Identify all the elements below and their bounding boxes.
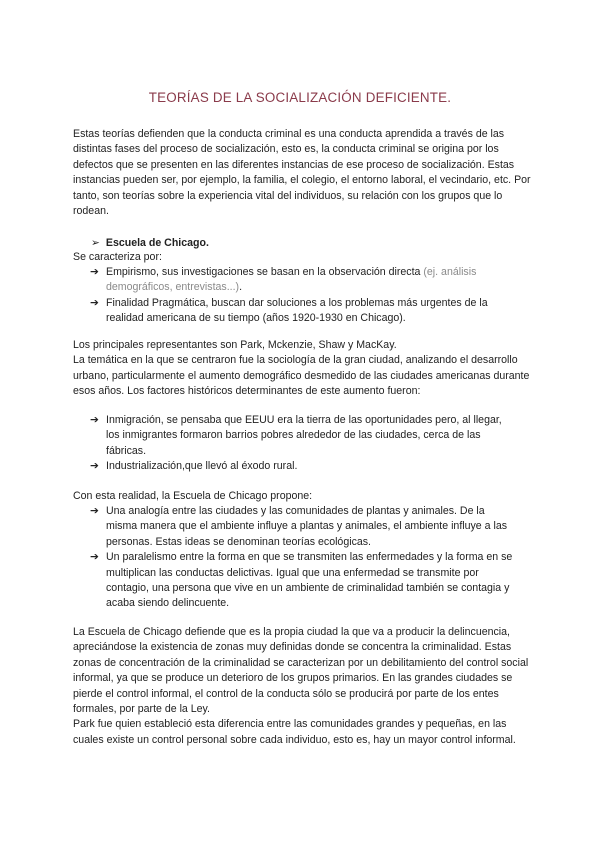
intro-paragraph: Estas teorías defienden que la conducta criminal es una conducta aprendida a través de las distintas fases del proceso de socialización, esto es, la conducta criminal se origina por los defectos que se presenten en las diferentes instancias de ese proceso de socialización. Estas instancias pueden ser, por ejemplo, la familia, el colegio, el entorno laboral, el vecindario, etc. Por tanto, son teorías sobre la experiencia vital del individuos, su relación con los grupos que lo rodean.: [73, 128, 531, 218]
arrow-icon: ➔: [90, 414, 99, 426]
arrow-icon: ➔: [90, 551, 99, 564]
topic-paragraph: La temática en la que se centraron fue la sociología de la gran ciudad, analizando el desarrollo urbano, particularmente el aumento demográfico desmedido de las ciudades americanas durante esos años. Los factores históricos determinantes de este aumento fueron:: [73, 354, 530, 398]
list-item: ➔ Industrialización,que llevó al éxodo rural.: [90, 459, 518, 474]
list-item: ➔ Finalidad Pragmática, buscan dar soluciones a los problemas más urgentes de la realidad americana de su tiempo (años 1920-1930 en Chicago).: [90, 296, 488, 325]
list-item: ➔ Empirismo, sus investigaciones se basan en la observación directa (ej. análisis demográficos, entrevistas...).: [90, 266, 477, 294]
representatives-paragraph: Los principales representantes son Park, Mckenzie, Shaw y MacKay. La temática en la que se centraron fue la sociología de la gran ciudad, analizando el desarrollo urbano, particularmente el aumento demográfico desmedido de las ciudades americanas durante esos años. Los factores históricos determinantes de este aumento fueron:: [73, 338, 538, 400]
arrow-icon: ➔: [90, 505, 99, 517]
proposes-intro: Con esta realidad, la Escuela de Chicago propone:: [73, 490, 313, 502]
park-paragraph: Park fue quien estableció esta diferencia entre las comunidades grandes y pequeñas, en las cuales existe un control personal sobre cada individuo, esto es, hay un mayor control informal.: [73, 718, 516, 746]
page-title: TEORÍAS DE LA SOCIALIZACIÓN DEFICIENTE.: [148, 90, 452, 105]
list-item: ➔ Un paralelismo entre la forma en que se transmiten las enfermedades y la forma en se multiplican las conductas delictivas. Igual que una enfermedad se transmite por contagio, una persona que vive en un ambiente de criminalidad también se contagia y acaba siendo delincuente.: [90, 551, 513, 610]
arrow-icon: ➔: [90, 460, 99, 473]
section-heading-text: Escuela de Chicago.: [105, 237, 209, 249]
arrow-icon: ➔: [90, 296, 99, 309]
list-item: ➔ Una analogía entre las ciudades y las comunidades de plantas y animales. De la misma manera que el ambiente influye a plantas y animales, el ambiente influye a las personas. Estas ideas se denominan teorías ecológicas.: [90, 505, 508, 548]
characterized-line: Se caracteriza por:: [73, 251, 162, 263]
list-item: ➔ Inmigración, se pensaba que EEUU era la tierra de las oportunidades pero, al llegar, los inmigrantes formaron barrios pobres alrededor de las ciudades, cerca de las fábricas.: [90, 414, 502, 457]
features-list: [90, 265, 518, 327]
proposals-list: [90, 504, 518, 612]
closing-paragraph: La Escuela de Chicago defiende que es la propia ciudad la que va a producir la delincuencia, apreciándose la existencia de zonas muy definidas donde se concentra la criminalidad. Estas zonas de concentración de la criminalidad se caracterizan por un debilitamiento del control social informal, ya que se produce un deterioro de los grupos primarios. En las grandes ciudades se pierde el control informal, el control de la conducta sólo se producirá por parte de los entes formales, por parte de la Ley. Park fue quien estableció esta diferencia entre las comunidades grandes y pequeñas, en las cuales existe un control personal sobre cada individuo, esto es, hay un mayor control informal.: [73, 625, 538, 748]
factors-list: [90, 413, 518, 475]
example-note: (ej. análisis demográficos, entrevistas...): [106, 266, 477, 294]
arrow-icon: ➔: [90, 266, 99, 278]
arrowhead-bullet-icon: ➢: [91, 237, 100, 249]
